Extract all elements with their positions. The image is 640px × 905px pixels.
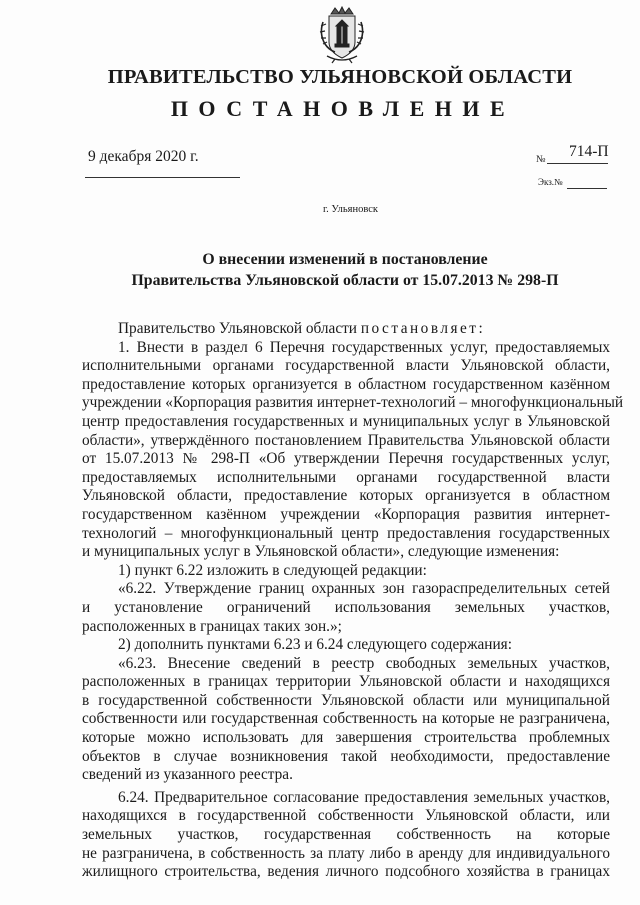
paragraph-line: земельных участков, государственная собственность на которые bbox=[82, 826, 610, 844]
paragraph-line: предоставляемых исполнительными органами государственной власти bbox=[82, 468, 610, 486]
document-subject bbox=[0, 249, 640, 291]
ulyanovsk-region-coat-of-arms-icon bbox=[317, 4, 367, 64]
paragraph-line: государственном казённом учреждении «Корпорация развития интернет- bbox=[82, 505, 610, 523]
subject-line: О внесении изменений в постановление bbox=[202, 251, 488, 268]
paragraph-line: расположенных в границах территории Ульяновской области и находящихся bbox=[82, 673, 610, 691]
copy-number-underline bbox=[567, 188, 607, 189]
document-type-title: ПОСТАНОВЛЕНИЕ bbox=[170, 96, 516, 121]
subject-line: Правительства Ульяновской области от 15.07.2013 № 298-П bbox=[131, 272, 559, 289]
document-number: 714-П bbox=[569, 143, 609, 160]
copy-number-label: Экз.№ bbox=[538, 177, 563, 187]
preamble-subject: Правительство Ульяновской области bbox=[118, 320, 357, 337]
subitem-1: 1) пункт 6.22 изложить в следующей редакции: bbox=[118, 561, 427, 579]
preamble bbox=[82, 320, 610, 339]
paragraph-line: области», утверждённого постановлением Правительства Ульяновской области bbox=[82, 431, 610, 449]
paragraph-line: «6.23. Внесение сведений в реестр свободных земельных участков, bbox=[118, 654, 610, 672]
subitem-2: 2) дополнить пунктами 6.23 и 6.24 следующего содержания: bbox=[118, 636, 512, 654]
document-body bbox=[82, 320, 624, 882]
paragraph-line: технологий – многофункциональный центр предоставления государственных bbox=[82, 524, 610, 542]
number-sign: № bbox=[536, 154, 546, 165]
paragraph-line: жилищного строительства, ведения личного подсобного хозяйства в границах bbox=[82, 863, 610, 881]
paragraph-line: находящихся в государственной собственности Ульяновской области, или bbox=[82, 807, 610, 825]
paragraph-line: не разграничена, в собственность за плату либо в аренду для индивидуального bbox=[82, 844, 610, 862]
preamble-verb: постановляет: bbox=[360, 320, 486, 337]
paragraph-line: в государственной собственности Ульяновской области или муниципальной bbox=[82, 691, 610, 709]
paragraph-line: 6.24. Предварительное согласование предоставления земельных участков, bbox=[118, 788, 610, 806]
paragraph-line: предоставление которых организуется в областном государственном казённом bbox=[82, 375, 610, 393]
date-underline bbox=[85, 177, 240, 178]
paragraph-line: и установление ограничений использования земельных участков, bbox=[82, 598, 610, 616]
paragraph-line: Ульяновской области, предоставление которых организуется в областном bbox=[82, 487, 610, 505]
paragraph-line: исполнительными органами государственной власти Ульяновской области, bbox=[82, 357, 610, 375]
paragraph-line: «6.22. Утверждение границ охранных зон газораспределительных сетей bbox=[118, 580, 610, 598]
number-underline bbox=[547, 163, 608, 164]
paragraph-line: учреждении «Корпорация развития интернет-технологий – многофункциональный bbox=[82, 394, 624, 412]
government-title: ПРАВИТЕЛЬСТВО УЛЬЯНОВСКОЙ ОБЛАСТИ bbox=[107, 66, 573, 88]
paragraph-line: собственности или государственная собственность на которые не разграничена, bbox=[82, 710, 610, 728]
paragraph-line: от 15.07.2013 № 298-П «Об утверждении Перечня государственных услуг, bbox=[82, 450, 610, 468]
paragraph-line: 1. Внести в раздел 6 Перечня государственных услуг, предоставляемых bbox=[118, 338, 610, 356]
paragraph-line: сведений из указанного реестра. bbox=[82, 766, 293, 784]
paragraph-line: объектов в случае возникновения такой необходимости, предоставление bbox=[82, 747, 610, 765]
paragraph-line: которые можно использовать для завершения строительства проблемных bbox=[82, 729, 610, 747]
city-name: г. Ульяновск bbox=[323, 204, 379, 215]
paragraph-line: и муниципальных услуг в Ульяновской области», следующие изменения: bbox=[82, 543, 560, 561]
paragraph-line: расположенных в границах таких зон.»; bbox=[82, 617, 342, 635]
document-date: 9 декабря 2020 г. bbox=[88, 148, 199, 165]
paragraph-line: центр предоставления государственных и муниципальных услуг в Ульяновской bbox=[82, 412, 610, 430]
